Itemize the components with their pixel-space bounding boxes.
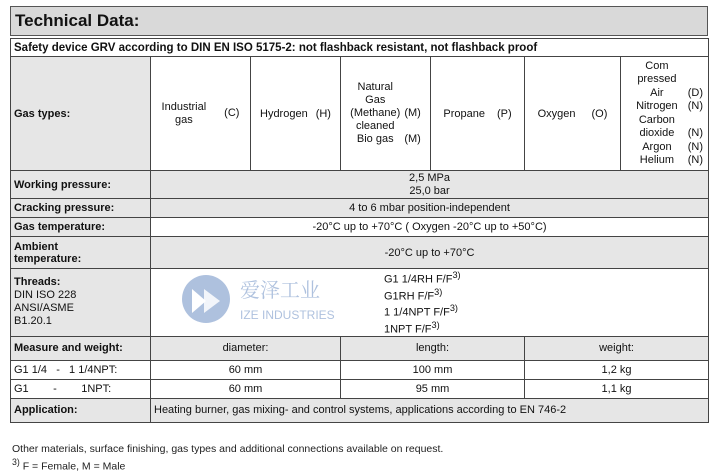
watermark-cn: 爱泽工业 [240,278,320,302]
gas-industrial-name-2: gas [174,113,193,126]
gas-temperature-label: Gas temperature: [11,218,151,237]
gas-co2-code: (N) [687,127,704,139]
thread-4-footnote: 3) [431,319,440,330]
threads-std-3: B1.20.1 [14,315,52,328]
thread-1-footnote: 3) [452,270,461,280]
measure-row [11,379,709,398]
cracking-pressure-label: Cracking pressure: [11,199,151,218]
measure-length: 95 mm [341,379,525,398]
measure-weight: 1,2 kg [525,360,709,379]
gas-natural-code-2: (M) [404,133,421,145]
gas-natural-l1: Natural [357,81,393,93]
gas-propane [431,57,525,171]
gas-natural-l4: cleaned [355,120,395,132]
footnotes [12,443,702,474]
threads-std-1: DIN ISO 228 [14,289,77,302]
gas-inert-l6: dioxide [639,127,675,139]
thread-3-footnote: 3) [449,303,458,314]
gas-types-row [11,57,709,171]
measure-row [11,360,709,379]
measure-length: 100 mm [341,360,525,379]
measure-diameter: 60 mm [151,379,341,398]
gas-hydrogen [251,57,341,171]
gas-inert-l4: Nitrogen [636,100,678,112]
measure-size: G1 1/4 - 1 1/4NPT: [11,360,151,379]
gas-oxygen [525,57,621,171]
threads-std-2: ANSI/ASME [14,302,74,315]
gas-inert-l5: Carbon [638,113,675,126]
page-title: Technical Data: [10,6,708,36]
footnote-female-male: F = Female, M = Male [19,460,126,473]
cracking-pressure-row [11,199,709,218]
gas-natural-l3: (Methane) [350,107,401,119]
gas-nitrogen-code: (N) [687,100,704,112]
gas-types-label: Gas types: [11,57,151,171]
cracking-pressure-value: 4 to 6 mbar position-independent [151,199,709,218]
ambient-temperature-label [11,237,151,269]
ambient-label-1: Ambient [14,240,58,253]
thread-4: 1NPT F/F [384,323,432,336]
threads-label-cell [11,269,151,337]
footnote-other: Other materials, surface finishing, gas types and additional connections available on request. [12,443,444,455]
working-pressure-value [151,171,709,199]
ambient-temperature-value: -20°C up to +70°C [151,237,709,269]
gas-inert-l7: Argon [642,140,672,153]
gas-industrial-code: (C) [224,107,240,119]
gas-inert [621,57,709,171]
gas-industrial [151,57,251,171]
application-row [11,398,709,422]
technical-data-table [10,38,709,423]
working-pressure-row [11,171,709,199]
measure-label: Measure and weight: [11,336,151,360]
thread-1: G1 1/4RH F/F [384,273,453,286]
gas-hydrogen-name: Hydrogen [260,107,308,120]
subtitle-row [11,39,709,57]
gas-propane-code: (P) [496,107,512,120]
gas-natural-code-1: (M) [404,107,421,119]
working-pressure-mpa: 2,5 MPa [409,171,450,184]
thread-2: G1RH F/F [384,290,435,303]
gas-inert-l1: Com [645,59,669,72]
measure-diameter: 60 mm [151,360,341,379]
thread-3: 1 1/4NPT F/F [384,306,450,319]
thread-2-footnote: 3) [434,286,443,297]
gas-argon-code: (N) [687,140,704,153]
ambient-label-2: temperature: [14,252,82,265]
measure-length-header: length: [341,336,525,360]
measure-diameter-header: diameter: [151,336,341,360]
watermark-en: IZE INDUSTRIES [240,308,335,322]
gas-hydrogen-code: (H) [315,107,331,120]
gas-natural [341,57,431,171]
application-value: Heating burner, gas mixing- and control systems, applications according to EN 746-2 [151,398,709,422]
gas-temperature-row [11,218,709,237]
threads-label: Threads: [14,276,61,289]
gas-oxygen-code: (O) [591,107,608,120]
measure-size: G1 - 1NPT: [11,379,151,398]
gas-inert-l2: pressed [637,73,677,85]
working-pressure-label: Working pressure: [11,171,151,199]
gas-inert-l3: Air [650,86,664,99]
working-pressure-bar: 25,0 bar [409,184,450,197]
footnote-mark: 3) [12,457,20,467]
gas-oxygen-name: Oxygen [537,107,576,120]
gas-natural-l5: Bio gas [356,133,394,145]
subtitle: Safety device GRV according to DIN EN ISO 5175-2: not flashback resistant, not flashback proof [11,39,709,57]
gas-helium-code: (N) [687,154,704,166]
measure-weight: 1,1 kg [525,379,709,398]
ambient-temperature-row [11,237,709,269]
gas-temperature-value: -20°C up to +70°C ( Oxygen -20°C up to +50°C) [151,218,709,237]
gas-industrial-name-1: Industrial [161,100,207,113]
gas-air-code: (D) [687,86,704,99]
application-label: Application: [11,398,151,422]
ize-watermark-logo [180,271,410,331]
gas-natural-l2: Gas [365,94,386,106]
ize-logo-icon [180,271,410,331]
gas-propane-name: Propane [443,107,485,120]
measure-weight-header: weight: [525,336,709,360]
gas-inert-l8: Helium [639,154,674,166]
measure-header-row [11,336,709,360]
